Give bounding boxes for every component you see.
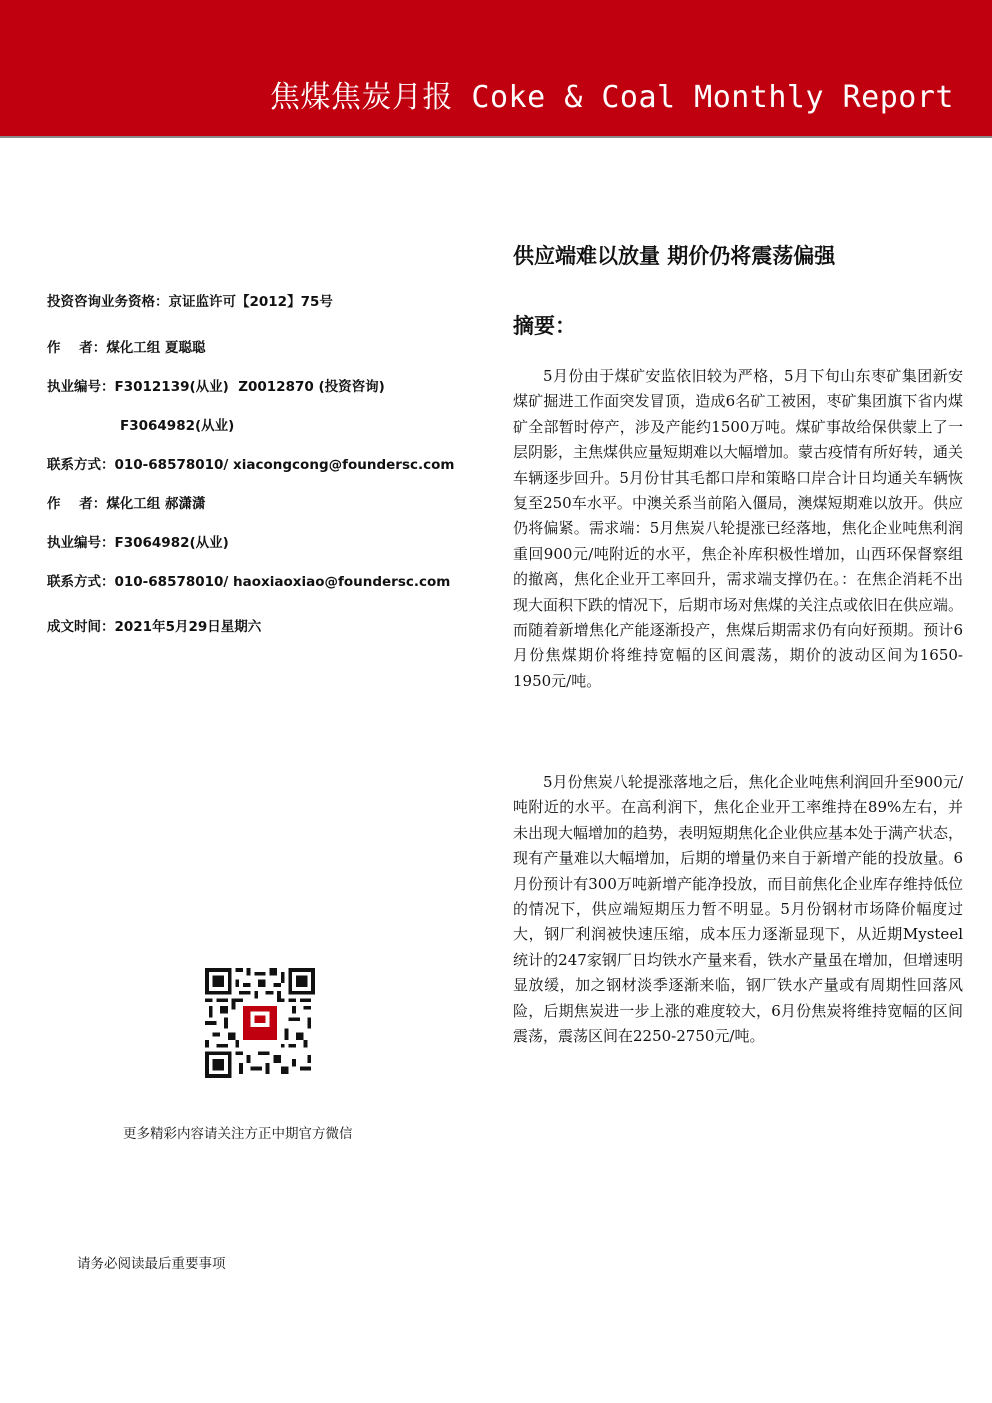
- summary-paragraph-1: 5月份由于煤矿安监依旧较为严格，5月下旬山东枣矿集团新安煤矿掘进工作面突发冒顶，造成6名矿工被困，枣矿集团旗下省内煤矿全部暂时停产，涉及产能约1500万吨。煤矿事故给保供蒙上了一层阴影，主焦煤供应量短期难以大幅增加。蒙古疫情有所好转，通关车辆逐步回升。5月份甘其毛都口岸和策略口岸合计日均通关车辆恢复至250车水平。中澳关系当前陷入僵局，澳煤短期难以放开。供应仍将偏紧。需求端：5月焦炭八轮提涨已经落地，焦化企业吨焦利润重回900元/吨附近的水平，焦企补库积极性增加，山西环保督察组的撤离，焦化企业开工率回升，需求端支撑仍在。：在焦企消耗不出现大面积下跌的情况下，后期市场对焦煤的关注点或依旧在供应端。而随着新增焦化产能逐渐投产，焦煤后期需求仍有向好预期。预计6月份焦煤期价将维持宽幅的区间震荡，期价的波动区间为1650-1950元/吨。: [513, 367, 964, 690]
- license1-extra: F3064982(从业): [120, 418, 235, 434]
- license1-value: F3012139(从业) Z0012870 (投资咨询): [114, 379, 385, 395]
- date-label: 成文时间：: [47, 619, 115, 635]
- qualification-line: 投资咨询业务资格：京证监许可【2012】75号: [47, 294, 333, 310]
- header-banner: [0, 0, 992, 138]
- license2-line: [47, 531, 229, 551]
- summary-heading: 摘要：: [513, 314, 576, 338]
- author1-name: 煤化工组 夏聪聪: [106, 340, 206, 356]
- contact2-value: 010-68578010/ haoxiaoxiao@foundersc.com: [114, 574, 451, 590]
- author1-label: 作 者：: [47, 340, 107, 356]
- summary-paragraph-2: 5月份焦炭八轮提涨落地之后，焦化企业吨焦利润回升至900元/吨附近的水平。在高利润下，焦化企业开工率维持在89%左右，并未出现大幅增加的趋势，表明短期焦化企业供应基本处于满产状态，现有产量难以大幅增加，后期的增量仍来自于新增产能的投放量。6月份预计有300万吨新增产能净投放，而目前焦化企业库存维持低位的情况下，供应端短期压力暂不明显。5月份钢材市场降价幅度过大，钢厂利润被快速压缩，成本压力逐渐显现下，从近期Mysteel统计的247家钢厂日均铁水产量来看，铁水产量虽在增加，但增速明显放缓，加之钢材淡季逐渐来临，钢厂铁水产量或有周期性回落风险，后期焦炭进一步上涨的难度较大，6月份焦炭将维持宽幅的区间震荡，震荡区间在2250-2750元/吨。: [513, 773, 964, 1046]
- report-title: 焦煤焦炭月报 Coke & Coal Monthly Report: [269, 80, 954, 115]
- author1-line: [47, 336, 206, 356]
- author2-name: 煤化工组 郝潇潇: [106, 496, 206, 512]
- license2-value: F3064982(从业): [114, 535, 229, 551]
- author2-label: 作 者：: [47, 496, 107, 512]
- contact1-value: 010-68578010/ xiacongcong@foundersc.com: [114, 457, 455, 473]
- contact2-line: [47, 570, 450, 590]
- contact2-label: 联系方式：: [47, 574, 115, 590]
- qr-caption: 更多精彩内容请关注方正中期官方微信: [123, 1126, 353, 1142]
- license2-label: 执业编号：: [47, 535, 115, 551]
- wechat-qr-code: [205, 968, 315, 1078]
- author2-line: [47, 492, 206, 512]
- article-headline: 供应端难以放量 期价仍将震荡偏强: [513, 244, 836, 268]
- license1-line: [47, 375, 385, 395]
- date-value: 2021年5月29日星期六: [114, 619, 262, 635]
- date-line: [47, 615, 261, 635]
- footer-notice: 请务必阅读最后重要事项: [77, 1256, 226, 1272]
- contact1-line: [47, 453, 454, 473]
- license1-label: 执业编号：: [47, 379, 115, 395]
- contact1-label: 联系方式：: [47, 457, 115, 473]
